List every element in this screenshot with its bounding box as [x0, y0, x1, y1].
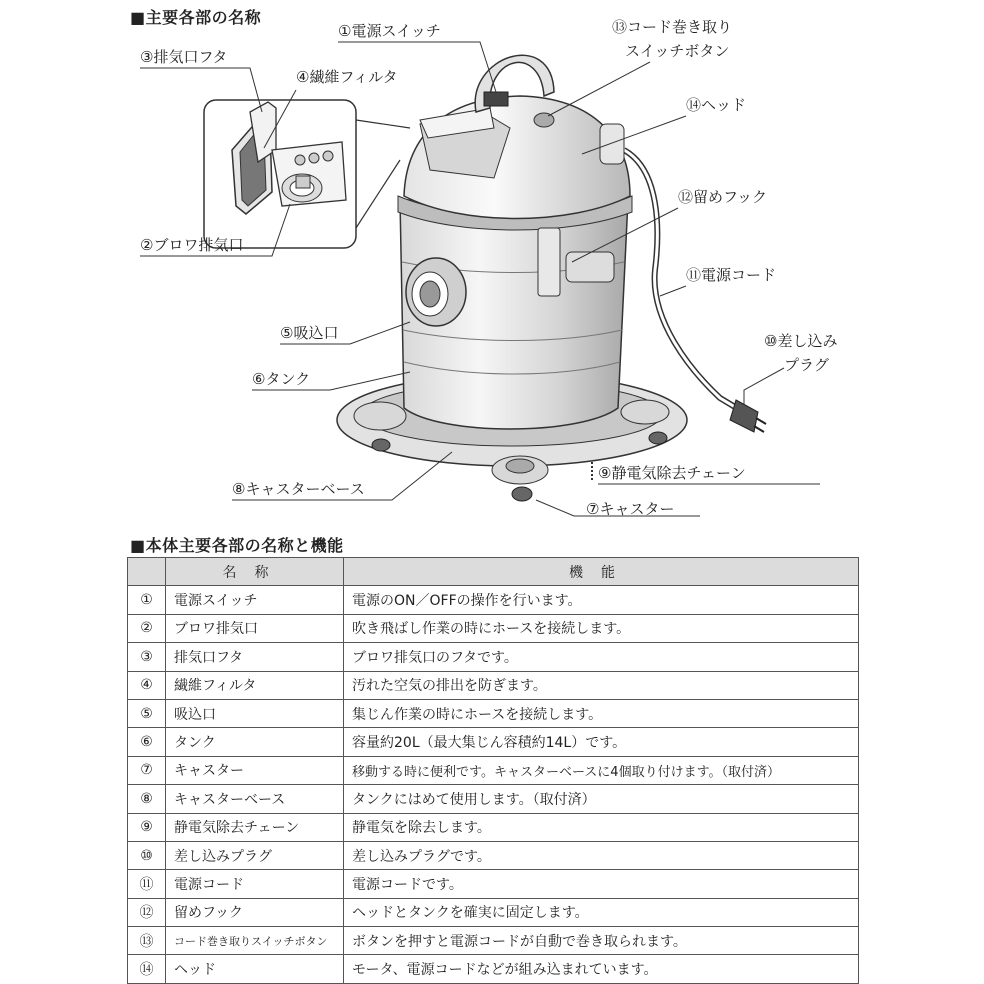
parts-table: [127, 557, 859, 984]
row-name: 吸込口: [166, 699, 344, 727]
row-name: 差し込みプラグ: [166, 841, 344, 869]
row-function: ブロワ排気口のフタです。: [344, 643, 859, 671]
label-intake: ⑤吸込口: [280, 324, 339, 342]
header-name: 名称: [166, 558, 344, 586]
label-caster: ⑦キャスター: [586, 500, 675, 518]
row-num: ⑭: [128, 955, 166, 983]
label-plug-2: プラグ: [784, 356, 830, 374]
table-row: [128, 614, 859, 642]
section-title-parts: ■主要各部の名称: [130, 8, 262, 27]
header-function: 機能: [344, 558, 859, 586]
plug: [730, 400, 766, 432]
label-power-cord: ⑪電源コード: [686, 266, 777, 284]
table-row: [128, 671, 859, 699]
row-name: ヘッド: [166, 955, 344, 983]
row-name: 排気口フタ: [166, 643, 344, 671]
row-num: ⑩: [128, 841, 166, 869]
row-function: 静電気を除去します。: [344, 813, 859, 841]
row-function: モータ、電源コードなどが組み込まれています。: [344, 955, 859, 983]
intake-port: [406, 258, 466, 326]
row-num: ⑤: [128, 699, 166, 727]
header-num: [128, 558, 166, 586]
table-row: [128, 955, 859, 983]
row-num: ⑬: [128, 927, 166, 955]
table-header-row: [128, 558, 859, 586]
cord-reel-button: [534, 113, 554, 127]
head: [404, 96, 630, 219]
row-num: ④: [128, 671, 166, 699]
label-fiber-filter: ④繊維フィルタ: [296, 68, 398, 86]
row-num: ①: [128, 586, 166, 614]
table-row: [128, 870, 859, 898]
row-name: 電源コード: [166, 870, 344, 898]
row-function: ボタンを押すと電源コードが自動で巻き取られます。: [344, 927, 859, 955]
row-num: ⑧: [128, 785, 166, 813]
row-function: ヘッドとタンクを確実に固定します。: [344, 898, 859, 926]
row-name: 静電気除去チェーン: [166, 813, 344, 841]
label-cord-reel-2: スイッチボタン: [625, 42, 730, 60]
label-static-chain: ⑨静電気除去チェーン: [598, 464, 746, 482]
row-function: 吹き飛ばし作業の時にホースを接続します。: [344, 614, 859, 642]
table-row: [128, 841, 859, 869]
row-name: キャスターベース: [166, 785, 344, 813]
label-latch-hook: ⑫留めフック: [678, 188, 767, 206]
row-name: コード巻き取りスイッチボタン: [166, 927, 344, 955]
table-row: [128, 785, 859, 813]
row-function: 電源のON／OFFの操作を行います。: [344, 586, 859, 614]
row-name: タンク: [166, 728, 344, 756]
row-function: 電源コードです。: [344, 870, 859, 898]
table-row: [128, 756, 859, 784]
filter-inset: [204, 100, 410, 248]
row-name: 電源スイッチ: [166, 586, 344, 614]
label-head: ⑭ヘッド: [686, 96, 747, 114]
label-power-switch: ①電源スイッチ: [338, 22, 441, 40]
row-name: ブロワ排気口: [166, 614, 344, 642]
label-tank: ⑥タンク: [252, 370, 311, 388]
label-plug-1: ⑩差し込み: [764, 332, 838, 350]
row-function: 集じん作業の時にホースを接続します。: [344, 699, 859, 727]
row-num: ⑦: [128, 756, 166, 784]
label-caster-base: ⑧キャスターベース: [232, 480, 365, 498]
section-title-table: ■本体主要各部の名称と機能: [130, 536, 344, 555]
table-row: [128, 813, 859, 841]
table-row: [128, 728, 859, 756]
label-cord-reel-1: ⑬コード巻き取り: [612, 18, 733, 36]
row-num: ⑫: [128, 898, 166, 926]
table-row: [128, 699, 859, 727]
row-num: ⑥: [128, 728, 166, 756]
row-function: 差し込みプラグです。: [344, 841, 859, 869]
row-function: 容量約20L（最大集じん容積約14L）です。: [344, 728, 859, 756]
row-name: 繊維フィルタ: [166, 671, 344, 699]
power-switch: [484, 92, 508, 106]
row-num: ③: [128, 643, 166, 671]
row-function: 汚れた空気の排出を防ぎます。: [344, 671, 859, 699]
table-row: [128, 586, 859, 614]
table-row: [128, 927, 859, 955]
table-row: [128, 898, 859, 926]
row-num: ②: [128, 614, 166, 642]
row-num: ⑪: [128, 870, 166, 898]
label-blower-exhaust: ②ブロワ排気口: [140, 236, 244, 254]
label-exhaust-cover: ③排気口フタ: [140, 48, 228, 66]
row-num: ⑨: [128, 813, 166, 841]
row-function: 移動する時に便利です。キャスターベースに4個取り付けます。（取付済）: [344, 756, 859, 784]
row-name: 留めフック: [166, 898, 344, 926]
row-function: タンクにはめて使用します。（取付済）: [344, 785, 859, 813]
table-row: [128, 643, 859, 671]
row-name: キャスター: [166, 756, 344, 784]
